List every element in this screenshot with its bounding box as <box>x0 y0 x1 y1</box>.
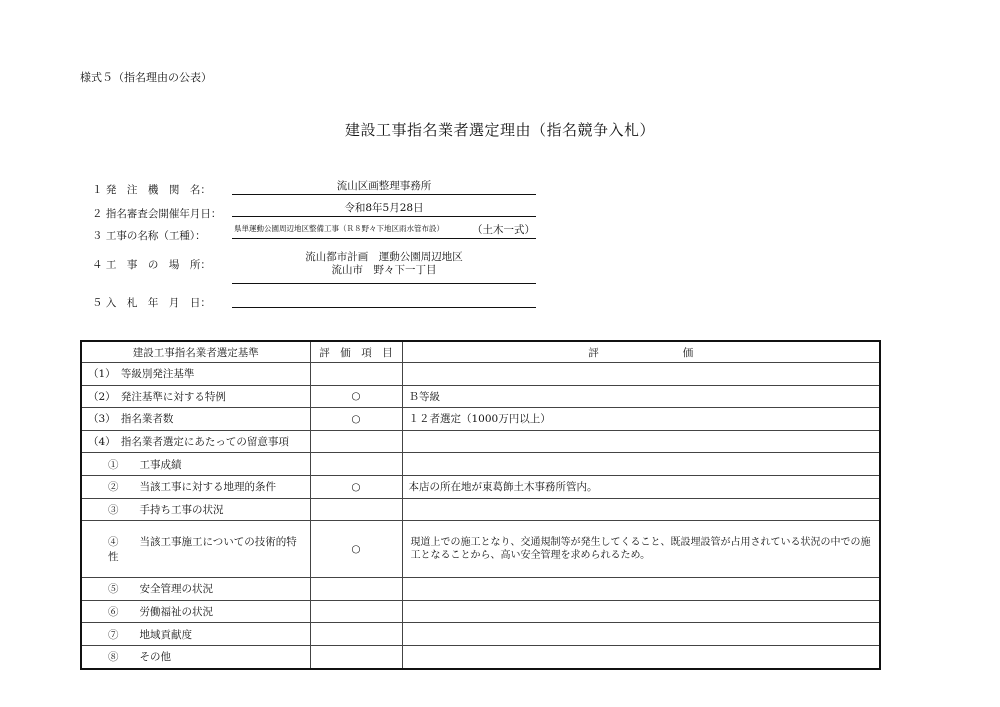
field-value-review-date: 令和8年5月28日 <box>344 202 424 214</box>
field-label-work-name: ３ 工事の名称（工種）： <box>92 230 206 242</box>
row-mark: ○ <box>310 475 402 498</box>
row-mark <box>310 578 402 601</box>
header-criteria: 建設工事指名業者選定基準 <box>81 341 310 363</box>
table-header-row <box>81 341 880 363</box>
row-label: （3） 指名業者数 <box>81 408 310 431</box>
row-note <box>402 430 880 453</box>
table-row <box>81 453 880 476</box>
row-label: （1） 等級別発注基準 <box>81 363 310 386</box>
row-mark <box>310 430 402 453</box>
field-value-work-location-2: 流山市 野々下一丁目 <box>331 264 437 276</box>
selection-criteria-table <box>80 340 881 670</box>
row-label: ② 当該工事に対する地理的条件 <box>81 475 310 498</box>
row-mark: ○ <box>310 385 402 408</box>
row-note <box>402 498 880 521</box>
row-mark <box>310 498 402 521</box>
row-mark <box>310 453 402 476</box>
row-mark <box>310 363 402 386</box>
row-label: ⑦ 地域貢献度 <box>81 623 310 646</box>
field-label-bid-date: ５ 入 札 年 月 日： <box>92 297 211 309</box>
row-mark: ○ <box>310 521 402 578</box>
row-label: （4） 指名業者選定にあたっての留意事項 <box>81 430 310 453</box>
row-label: ① 工事成績 <box>81 453 310 476</box>
field-underline <box>232 194 536 195</box>
table-row <box>81 578 880 601</box>
table-row <box>81 430 880 453</box>
row-label: ⑧ その他 <box>81 645 310 668</box>
field-value-work-location-1: 流山都市計画 運動公園周辺地区 <box>305 251 463 263</box>
row-note <box>402 600 880 623</box>
field-label-review-date: ２ 指名審査会開催年月日： <box>92 208 222 220</box>
field-underline <box>232 238 536 239</box>
row-mark <box>310 645 402 668</box>
table-row <box>81 623 880 646</box>
document-title: 建設工事指名業者選定理由（指名競争入札） <box>344 121 655 139</box>
field-value-work-name: 県単運動公園周辺地区整備工事（Ｒ８野々下地区雨水管布設） <box>234 224 444 233</box>
header-evaluation-item: 評 価 項 目 <box>310 341 402 363</box>
field-label-ordering-agency: １ 発 注 機 関 名： <box>92 184 211 196</box>
row-note <box>402 645 880 668</box>
table-row <box>81 498 880 521</box>
row-note <box>402 453 880 476</box>
row-label: ⑥ 労働福祉の状況 <box>81 600 310 623</box>
field-underline <box>232 283 536 284</box>
row-label: （2） 発注基準に対する特例 <box>81 385 310 408</box>
row-mark: ○ <box>310 408 402 431</box>
header-evaluation: 評 価 <box>402 341 880 363</box>
row-label: ③ 手持ち工事の状況 <box>81 498 310 521</box>
row-note: １２者選定（1000万円以上） <box>402 408 880 431</box>
row-note: Ｂ等級 <box>402 385 880 408</box>
row-note <box>402 363 880 386</box>
field-value-ordering-agency: 流山区画整理事務所 <box>336 180 432 192</box>
table-row <box>81 600 880 623</box>
field-underline <box>232 216 536 217</box>
row-note: 現道上での施工となり、交通規制等が発生してくること、既設埋設管が占用されている状況の中での施工となることから、高い安全管理を求められるため。 <box>402 521 880 578</box>
table-row <box>81 385 880 408</box>
table-row <box>81 645 880 668</box>
row-label: ④ 当該工事施工についての技術的特性 <box>81 521 310 578</box>
field-underline <box>232 307 536 308</box>
form-label: 様式５（指名理由の公表） <box>80 71 212 84</box>
table-row <box>81 521 880 578</box>
row-note <box>402 623 880 646</box>
row-label: ⑤ 安全管理の状況 <box>81 578 310 601</box>
row-mark <box>310 600 402 623</box>
table-row <box>81 475 880 498</box>
row-note <box>402 578 880 601</box>
row-mark <box>310 623 402 646</box>
table-row <box>81 363 880 386</box>
field-label-work-location: ４ 工 事 の 場 所： <box>92 259 211 271</box>
field-value-work-type: （土木一式） <box>472 224 535 236</box>
row-note: 本店の所在地が東葛飾土木事務所管内。 <box>402 475 880 498</box>
table-row <box>81 408 880 431</box>
